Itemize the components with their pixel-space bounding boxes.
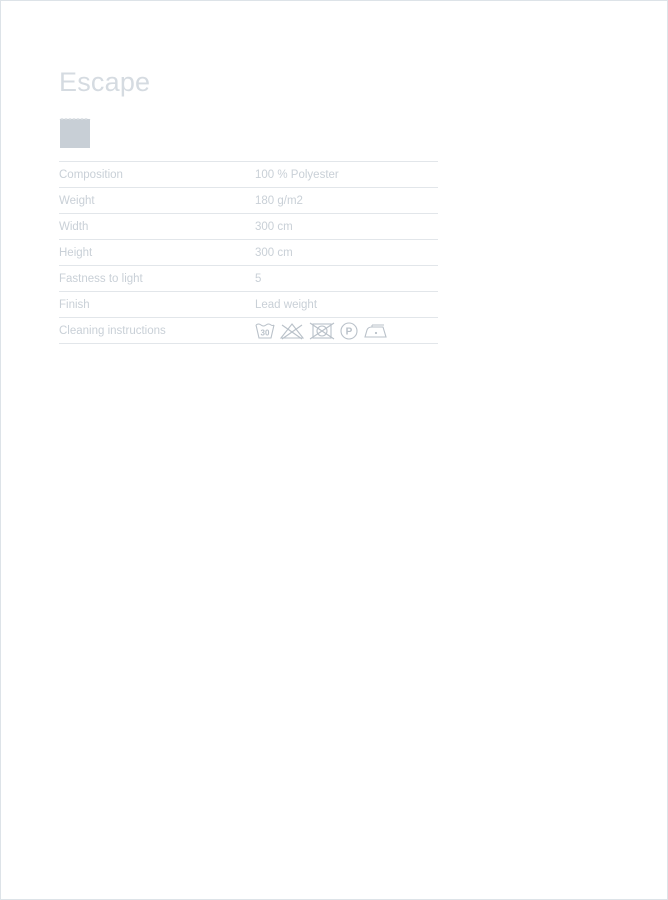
dryclean-p-icon xyxy=(339,322,359,340)
dryclean-letter-text: P xyxy=(345,326,353,337)
spec-table xyxy=(59,161,438,344)
iron-low-icon xyxy=(363,322,389,340)
spec-row-finish xyxy=(59,292,438,318)
wash-temp-text: 30 xyxy=(260,328,270,337)
no-tumble-dry-icon xyxy=(309,322,335,340)
spec-row-cleaning xyxy=(59,318,438,344)
spec-row-height xyxy=(59,240,438,266)
spec-value xyxy=(255,318,438,344)
spec-label: Cleaning instructions xyxy=(59,324,166,337)
spec-row-width xyxy=(59,214,438,240)
fabric-swatch-icon xyxy=(59,117,91,148)
spec-value: 300 cm xyxy=(255,246,293,259)
spec-label: Fastness to light xyxy=(59,272,143,285)
spec-value: 180 g/m2 xyxy=(255,194,303,207)
spec-value: 300 cm xyxy=(255,220,293,233)
spec-label: Weight xyxy=(59,194,95,207)
spec-label: Height xyxy=(59,246,93,259)
wash-30-icon xyxy=(255,322,275,340)
spec-row-composition xyxy=(59,162,438,188)
spec-row-weight xyxy=(59,188,438,214)
spec-value: 100 % Polyester xyxy=(255,168,339,181)
spec-value: Lead weight xyxy=(255,298,318,311)
spec-label: Composition xyxy=(59,168,123,181)
product-title: Escape xyxy=(59,67,151,97)
no-bleach-icon xyxy=(279,322,305,340)
care-icons xyxy=(255,318,438,343)
spec-label: Finish xyxy=(59,298,90,311)
spec-label: Width xyxy=(59,220,89,233)
spec-value: 5 xyxy=(255,272,262,285)
spec-row-fastness xyxy=(59,266,438,292)
